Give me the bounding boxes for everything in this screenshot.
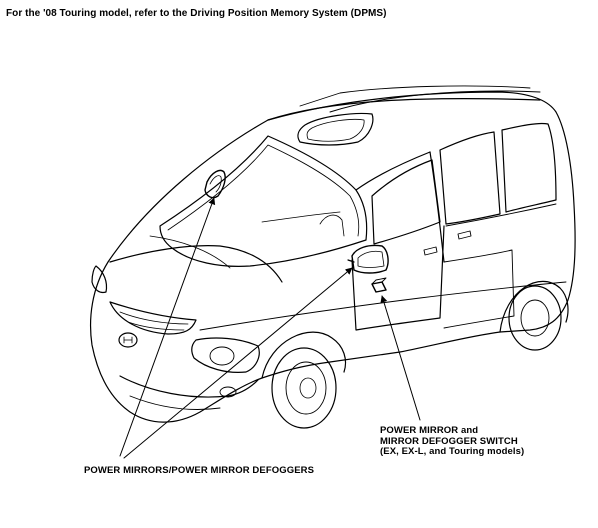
left-mirror-housing <box>205 170 225 197</box>
roof-rail-front <box>300 86 530 106</box>
front-door-handle <box>424 247 437 255</box>
sliding-door-track <box>446 204 556 226</box>
roof-line <box>268 99 540 120</box>
a-pillar <box>356 152 430 190</box>
grille-outline <box>110 302 196 334</box>
front-wheel-rim <box>286 362 326 414</box>
rear-wheel <box>509 286 561 350</box>
arrow-to-switch <box>382 296 420 420</box>
dpms-note: For the '08 Touring model, refer to the Driving Position Memory System (DPMS) <box>6 8 387 19</box>
switch-callout-label <box>380 426 524 458</box>
rear-wheel-hub <box>521 300 549 336</box>
front-door-window <box>372 160 440 244</box>
front-wheel-hub <box>300 378 316 398</box>
mirror-switch <box>372 282 386 292</box>
headlight-right <box>192 338 259 372</box>
mirrors-callout-label: POWER MIRRORS/POWER MIRROR DEFOGGERS <box>84 465 315 476</box>
dash-line <box>262 212 340 222</box>
honda-h <box>124 337 132 343</box>
seat-outline <box>320 215 344 236</box>
rear-window <box>502 123 556 212</box>
headlight-right-lamp <box>210 347 234 365</box>
middle-window <box>440 132 500 224</box>
windshield-inner <box>168 145 359 236</box>
sliding-door-handle <box>458 231 471 239</box>
front-door-outline <box>352 226 444 330</box>
switch-label-line3: (EX, EX-L, and Touring models) <box>380 446 525 457</box>
sunroof-inner <box>307 119 364 141</box>
switch-label-line1: POWER MIRROR and <box>380 425 479 436</box>
switch-label-line2: MIRROR DEFOGGER SWITCH <box>380 435 518 447</box>
arrow-to-right-mirror <box>124 268 352 458</box>
windshield <box>160 136 367 266</box>
grille-bars <box>120 312 188 330</box>
right-mirror-face <box>358 251 384 267</box>
front-bumper <box>120 376 258 397</box>
arrow-to-left-mirror <box>120 198 214 456</box>
hood-edge <box>110 246 282 282</box>
